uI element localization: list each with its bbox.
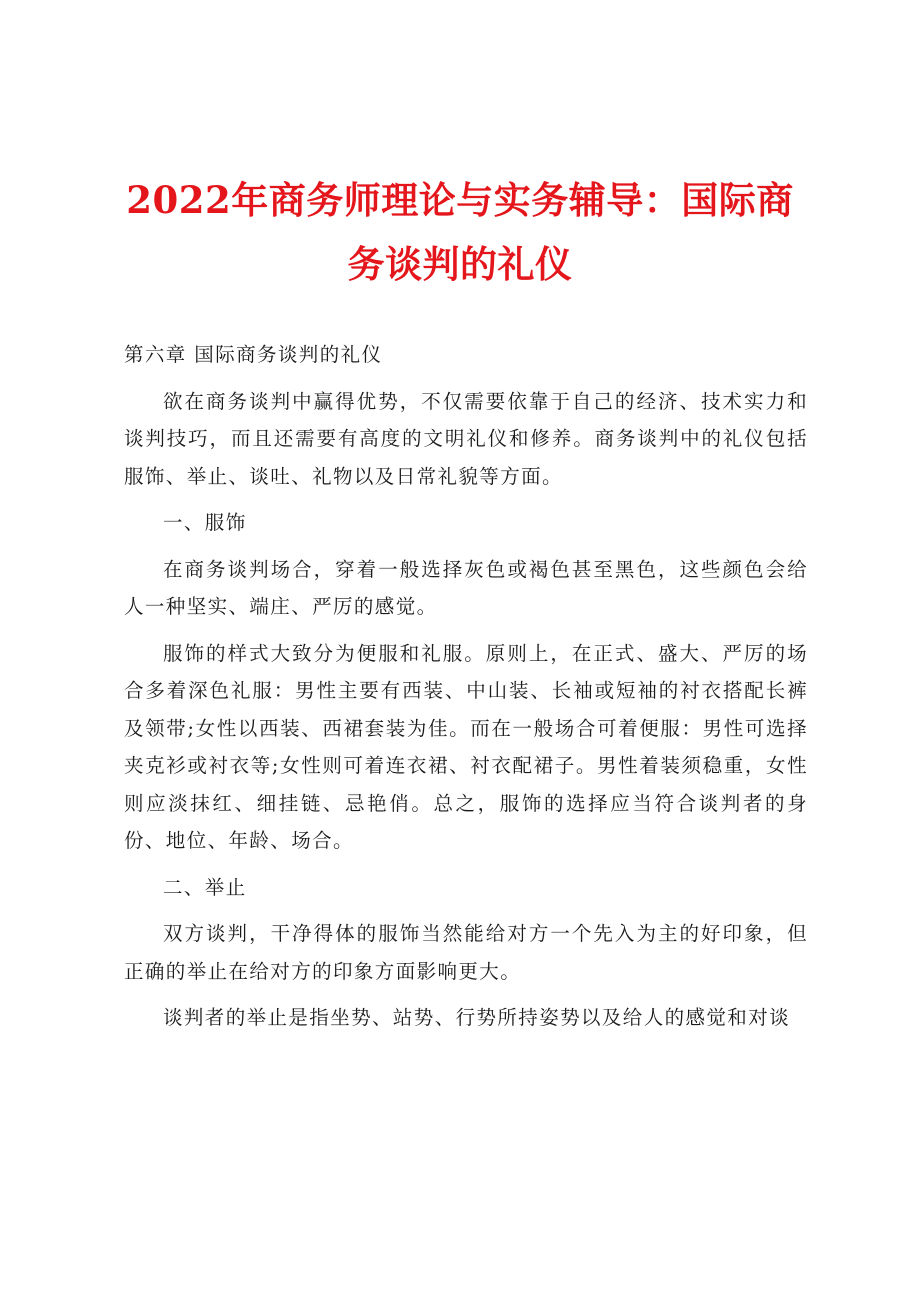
document-title: 2022年商务师理论与实务辅导：国际商务谈判的礼仪 (126, 178, 794, 286)
section-heading-clothing: 一、服饰 (163, 511, 247, 534)
section-heading-behavior: 二、举止 (163, 875, 247, 899)
document-body (124, 336, 808, 1046)
chapter-heading: 第六章 国际商务谈判的礼仪 (124, 343, 383, 366)
paragraph-clothing-color: 在商务谈判场合，穿着一般选择灰色或褐色甚至黑色，这些颜色会给人一种坚实、端庄、严厉的感觉。 (124, 557, 808, 618)
paragraph-behavior-definition: 谈判者的举止是指坐势、站势、行势所持姿势以及给人的感觉和对谈 (163, 1006, 791, 1029)
paragraph-behavior-impression: 双方谈判，干净得体的服饰当然能给对方一个先入为主的好印象，但正确的举止在给对方的印象方面影响更大。 (124, 922, 808, 983)
paragraph-intro: 欲在商务谈判中赢得优势，不仅需要依靠于自己的经济、技术实力和谈判技巧，而且还需要有高度的文明礼仪和修养。商务谈判中的礼仪包括服饰、举止、谈吐、礼物以及日常礼貌等方面。 (124, 389, 808, 488)
paragraph-clothing-style: 服饰的样式大致分为便服和礼服。原则上，在正式、盛大、严厉的场合多着深色礼服：男性主要有西装、中山装、长袖或短袖的衬衣搭配长裤及领带;女性以西装、西裙套装为佳。而在一般场合可着便服：男性可选择夹克衫或衬衣等;女性则可着连衣裙、衬衣配裙子。男性着装须稳重，女性则应淡抹红、细挂链、忌艳俏。总之，服饰的选择应当符合谈判者的身份、地位、年龄、场合。 (124, 641, 808, 852)
